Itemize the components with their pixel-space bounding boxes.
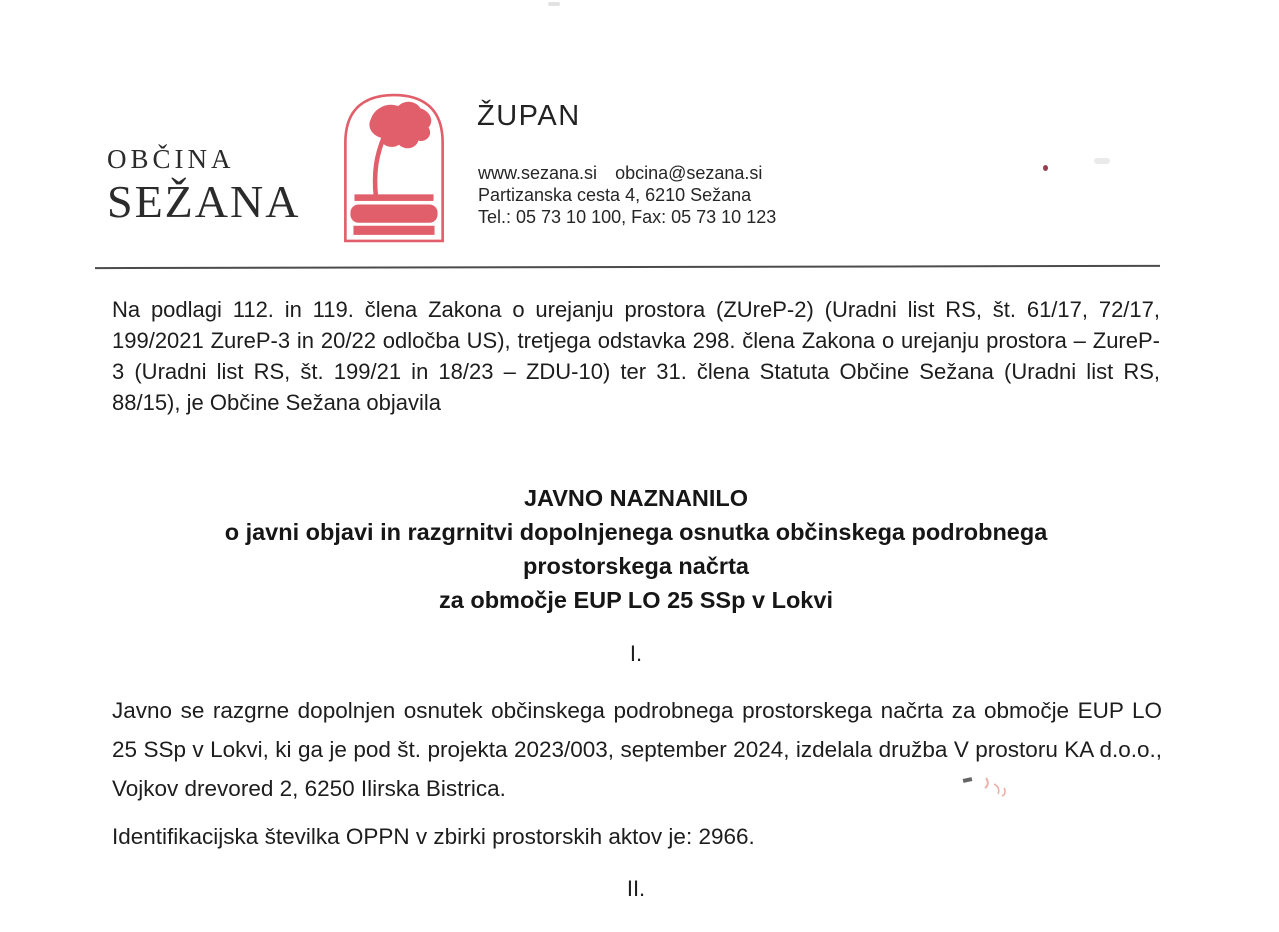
- municipality-emblem-icon: [338, 92, 450, 244]
- office-title: ŽUPAN: [477, 100, 581, 132]
- phone-fax-line: Tel.: 05 73 10 100, Fax: 05 73 10 123: [478, 207, 777, 227]
- section-1-marker: I.: [629, 641, 643, 666]
- email-address: obcina@sezana.si: [615, 163, 763, 183]
- document-title-line3: prostorskega načrta: [523, 553, 749, 579]
- oppn-id-paragraph: Identifikacijska številka OPPN v zbirki prostorskih aktov je: 2966.: [112, 824, 755, 849]
- contact-web-line: [478, 162, 776, 184]
- section-2-marker: II.: [626, 876, 646, 901]
- letterhead-divider: [95, 265, 1160, 269]
- legal-basis-paragraph: Na podlagi 112. in 119. člena Zakona o urejanju prostora (ZUreP-2) (Uradni list RS, št. 61/17, 72/17, 199/2021 ZureP-3 in 20/22 odločba US), tretjega odstavka 298. člena Zakona o urejanju prostora – ZureP-3 (Uradni list RS, št. 199/21 in 18/23 – ZDU-10) ter 31. člena Statuta Občine Sežana (Uradni list RS, 88/15), je Občine Sežana objavila: [112, 297, 1160, 415]
- postal-address: Partizanska cesta 4, 6210 Sežana: [478, 185, 752, 205]
- contact-block: [478, 162, 776, 228]
- document-title: [112, 481, 1160, 617]
- website-url: www.sezana.si: [478, 163, 598, 183]
- scan-red-dot: [1043, 165, 1048, 171]
- section-1-paragraph: Javno se razgrne dopolnjen osnutek občinskega podrobnega prostorskega načrta za območje EUP LO 25 SSp v Lokvi, ki ga je pod št. projekta 2023/003, september 2024, izdelala družba V prostoru KA d.o.o., Vojkov drevored 2, 6250 Ilirska Bistrica.: [112, 698, 1162, 801]
- document-title-line4: za območje EUP LO 25 SSp v Lokvi: [439, 587, 833, 613]
- municipality-name-line2: SEŽANA: [107, 176, 301, 227]
- municipality-name-line1: OBČINA: [107, 144, 235, 174]
- document-title-line1: JAVNO NAZNANILO: [523, 485, 749, 511]
- document-title-line2: o javni objavi in razgrnitvi dopolnjenega osnutka občinskega podrobnega: [224, 519, 1048, 545]
- municipality-logo-text: [107, 146, 300, 225]
- scan-speck: [548, 2, 560, 6]
- scan-smudge: [1094, 158, 1110, 164]
